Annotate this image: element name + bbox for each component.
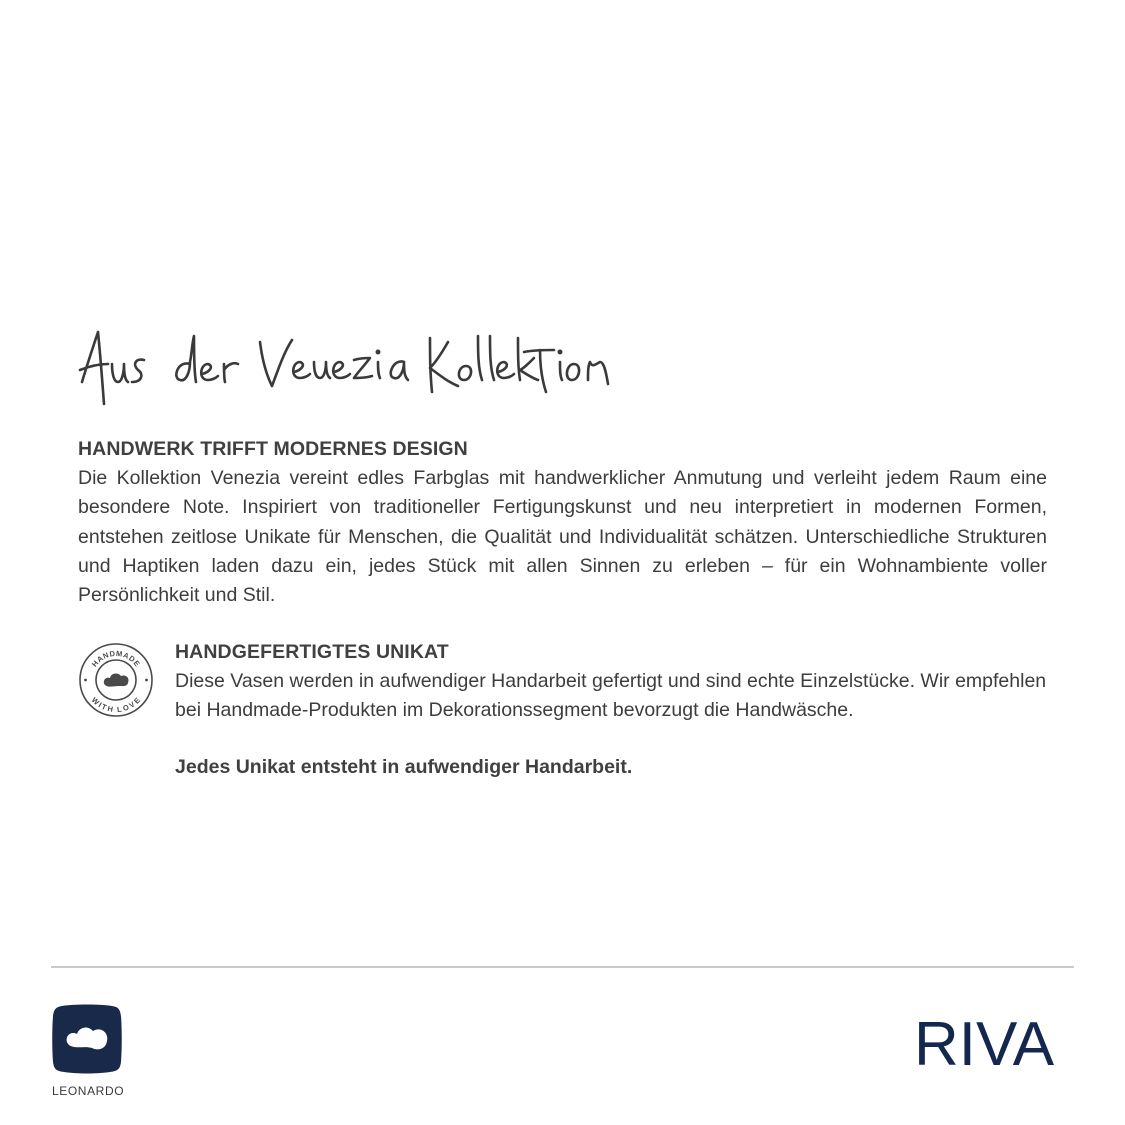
unikat-heading: HANDGEFERTIGTES UNIKAT — [175, 641, 449, 663]
leonardo-brand-label: LEONARDO — [52, 1084, 125, 1098]
footer-divider — [51, 966, 1074, 968]
svg-text:HANDMADE: HANDMADE — [89, 648, 143, 669]
svg-text:WITH LOVE: WITH LOVE — [89, 695, 143, 715]
handmade-with-love-badge-icon — [78, 642, 154, 718]
design-body: Die Kollektion Venezia vereint edles Farbglas mit handwerklicher Anmutung und verleiht jedem Raum eine besondere Note. Inspiriert von traditioneller Fertigungskunst und neu interpretiert in modernen Formen, entstehen zeitlose Unikate für Menschen, die Qualität und Individualität schätzen. Unterschiedliche Strukturen und Haptiken laden dazu ein, jedes Stück mit allen Sinnen zu erleben – für ein Wohnambiente voller Persönlichkeit und Stil. — [78, 467, 1047, 607]
design-heading: HANDWERK TRIFFT MODERNES DESIGN — [78, 438, 468, 460]
script-heading — [78, 322, 618, 412]
unikat-body: Diese Vasen werden in aufwendiger Handarbeit gefertigt und sind echte Einzelstücke. Wir empfehlen bei Handmade-Produkten im Dekorationssegment bevorzugt die Handwäsche. — [175, 670, 1047, 722]
riva-brand-logo: RIVA — [914, 1010, 1055, 1079]
unikat-section — [175, 640, 1055, 782]
cloud-logo-icon — [52, 1004, 122, 1074]
design-section — [78, 437, 1047, 610]
unikat-note: Jedes Unikat entsteht in aufwendiger Handarbeit. — [175, 755, 633, 778]
